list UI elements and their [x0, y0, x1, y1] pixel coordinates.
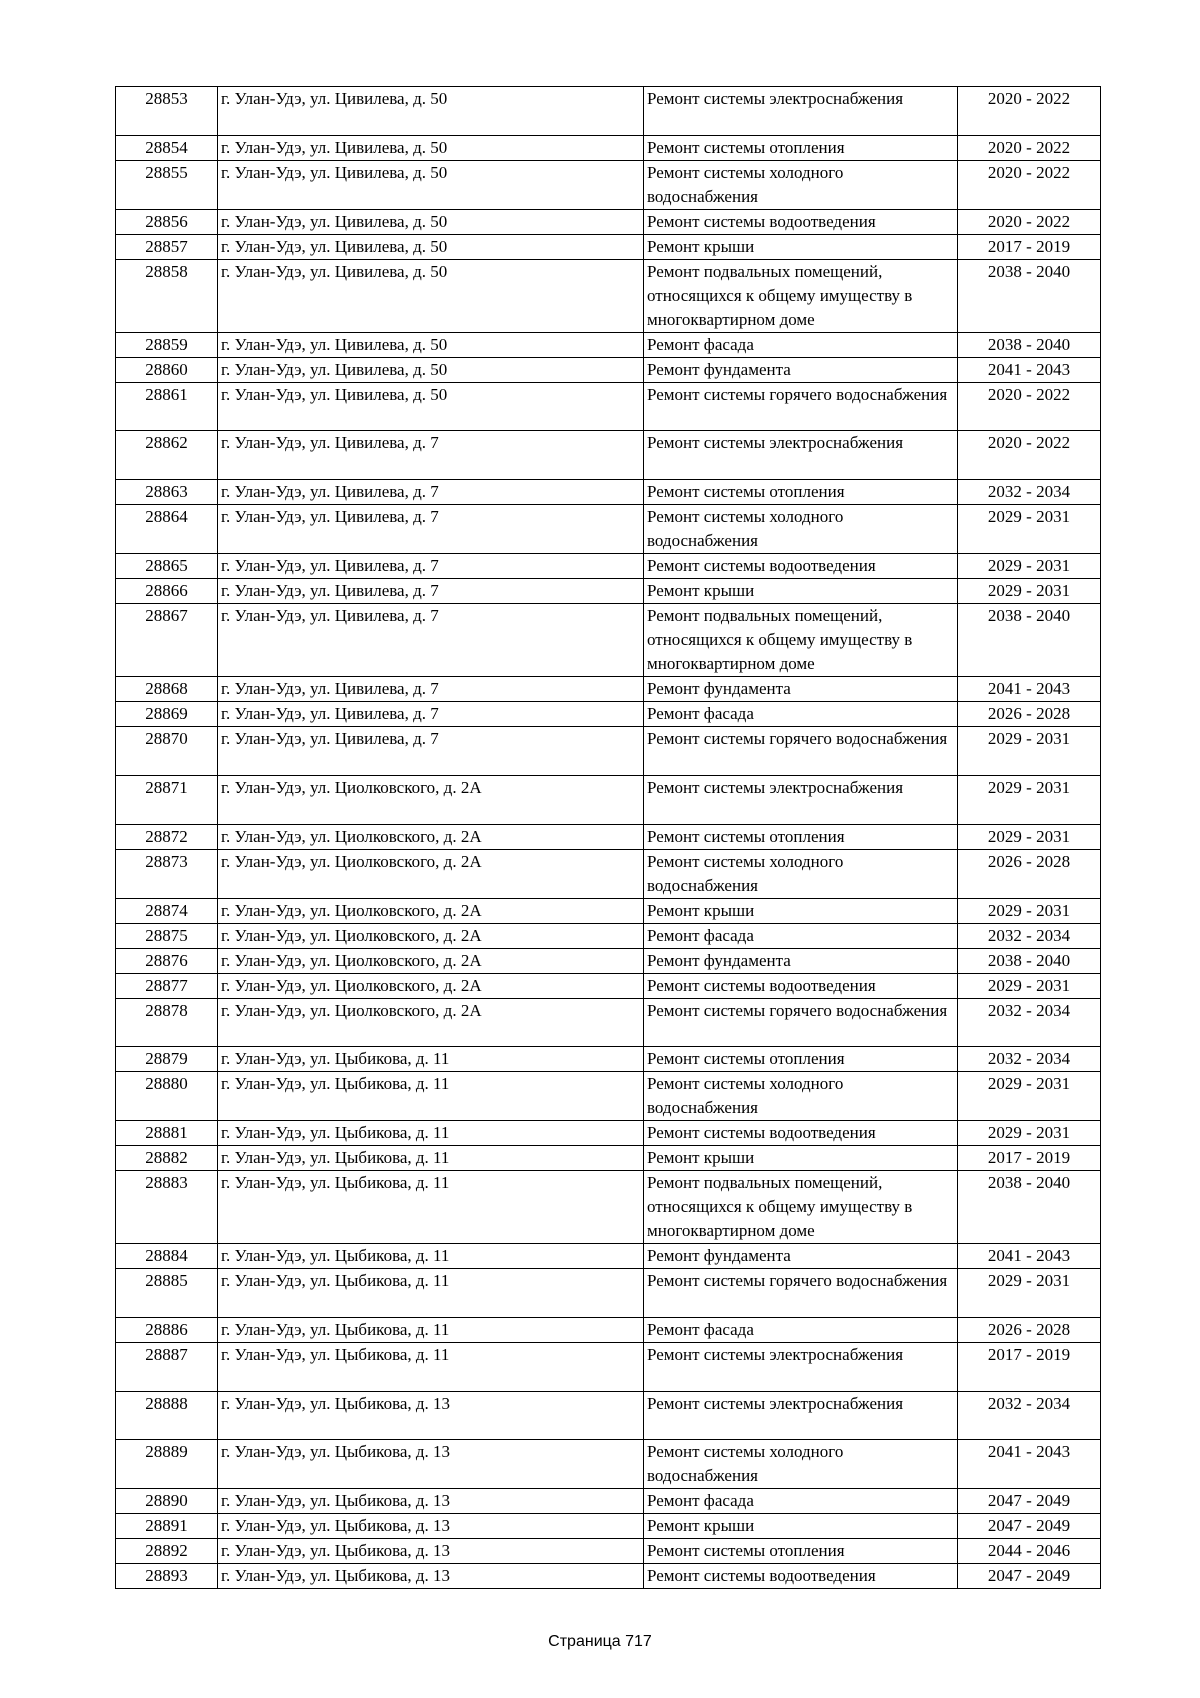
row-number-cell: 28855: [116, 160, 218, 209]
table-row: [116, 1440, 1101, 1489]
address-cell: г. Улан-Удэ, ул. Циолковского, д. 2А: [218, 824, 644, 849]
row-number-cell: 28879: [116, 1047, 218, 1072]
row-number-cell: 28857: [116, 234, 218, 259]
address-cell: г. Улан-Удэ, ул. Цивилева, д. 7: [218, 554, 644, 579]
work-type-cell: Ремонт фасада: [644, 1489, 958, 1514]
row-number-cell: 28884: [116, 1244, 218, 1269]
row-number-cell: 28892: [116, 1539, 218, 1564]
work-type-cell: Ремонт системы горячего водоснабжения: [644, 998, 958, 1047]
work-type-cell: Ремонт системы водоотведения: [644, 973, 958, 998]
work-type-cell: Ремонт фундамента: [644, 677, 958, 702]
period-cell: 2041 - 2043: [958, 357, 1101, 382]
address-cell: г. Улан-Удэ, ул. Циолковского, д. 2А: [218, 775, 644, 824]
period-cell: 2029 - 2031: [958, 727, 1101, 776]
table-row: [116, 382, 1101, 431]
table-row: [116, 998, 1101, 1047]
address-cell: г. Улан-Удэ, ул. Цыбикова, д. 13: [218, 1440, 644, 1489]
address-cell: г. Улан-Удэ, ул. Цивилева, д. 7: [218, 480, 644, 505]
table-row: [116, 431, 1101, 480]
period-cell: 2047 - 2049: [958, 1514, 1101, 1539]
address-cell: г. Улан-Удэ, ул. Цыбикова, д. 13: [218, 1391, 644, 1440]
row-number-cell: 28886: [116, 1317, 218, 1342]
work-type-cell: Ремонт системы электроснабжения: [644, 431, 958, 480]
work-type-cell: Ремонт фундамента: [644, 1244, 958, 1269]
address-cell: г. Улан-Удэ, ул. Цивилева, д. 7: [218, 505, 644, 554]
period-cell: 2026 - 2028: [958, 702, 1101, 727]
table-row: [116, 579, 1101, 604]
work-type-cell: Ремонт крыши: [644, 898, 958, 923]
row-number-cell: 28867: [116, 604, 218, 677]
row-number-cell: 28878: [116, 998, 218, 1047]
address-cell: г. Улан-Удэ, ул. Цыбикова, д. 11: [218, 1317, 644, 1342]
address-cell: г. Улан-Удэ, ул. Цыбикова, д. 11: [218, 1342, 644, 1391]
row-number-cell: 28876: [116, 948, 218, 973]
work-type-cell: Ремонт системы отопления: [644, 824, 958, 849]
period-cell: 2029 - 2031: [958, 579, 1101, 604]
row-number-cell: 28863: [116, 480, 218, 505]
work-type-cell: Ремонт крыши: [644, 1146, 958, 1171]
address-cell: г. Улан-Удэ, ул. Циолковского, д. 2А: [218, 849, 644, 898]
table-row: [116, 1342, 1101, 1391]
table-row: [116, 1539, 1101, 1564]
period-cell: 2020 - 2022: [958, 160, 1101, 209]
row-number-cell: 28873: [116, 849, 218, 898]
table-row: [116, 357, 1101, 382]
period-cell: 2029 - 2031: [958, 775, 1101, 824]
address-cell: г. Улан-Удэ, ул. Циолковского, д. 2А: [218, 998, 644, 1047]
work-type-cell: Ремонт фундамента: [644, 357, 958, 382]
work-type-cell: Ремонт фасада: [644, 923, 958, 948]
row-number-cell: 28859: [116, 332, 218, 357]
work-type-cell: Ремонт подвальных помещений, относящихся к общему имуществу в многоквартирном доме: [644, 259, 958, 332]
table-row: [116, 702, 1101, 727]
period-cell: 2032 - 2034: [958, 998, 1101, 1047]
work-type-cell: Ремонт системы отопления: [644, 135, 958, 160]
table-row: [116, 259, 1101, 332]
work-type-cell: Ремонт системы электроснабжения: [644, 1391, 958, 1440]
address-cell: г. Улан-Удэ, ул. Цыбикова, д. 11: [218, 1121, 644, 1146]
period-cell: 2032 - 2034: [958, 480, 1101, 505]
work-type-cell: Ремонт системы холодного водоснабжения: [644, 849, 958, 898]
work-type-cell: Ремонт системы горячего водоснабжения: [644, 382, 958, 431]
address-cell: г. Улан-Удэ, ул. Цыбикова, д. 11: [218, 1269, 644, 1318]
address-cell: г. Улан-Удэ, ул. Цивилева, д. 50: [218, 332, 644, 357]
table-row: [116, 1489, 1101, 1514]
row-number-cell: 28862: [116, 431, 218, 480]
period-cell: 2041 - 2043: [958, 1440, 1101, 1489]
works-table: [115, 86, 1101, 1589]
table-row: [116, 1391, 1101, 1440]
period-cell: 2020 - 2022: [958, 382, 1101, 431]
address-cell: г. Улан-Удэ, ул. Циолковского, д. 2А: [218, 973, 644, 998]
row-number-cell: 28860: [116, 357, 218, 382]
work-type-cell: Ремонт фасада: [644, 1317, 958, 1342]
row-number-cell: 28872: [116, 824, 218, 849]
period-cell: 2017 - 2019: [958, 1342, 1101, 1391]
table-row: [116, 727, 1101, 776]
table-row: [116, 824, 1101, 849]
table-row: [116, 1072, 1101, 1121]
period-cell: 2017 - 2019: [958, 1146, 1101, 1171]
work-type-cell: Ремонт системы водоотведения: [644, 554, 958, 579]
table-row: [116, 948, 1101, 973]
period-cell: 2038 - 2040: [958, 1171, 1101, 1244]
table-row: [116, 973, 1101, 998]
period-cell: 2044 - 2046: [958, 1539, 1101, 1564]
table-row: [116, 332, 1101, 357]
address-cell: г. Улан-Удэ, ул. Цыбикова, д. 11: [218, 1171, 644, 1244]
period-cell: 2026 - 2028: [958, 849, 1101, 898]
work-type-cell: Ремонт системы отопления: [644, 480, 958, 505]
row-number-cell: 28885: [116, 1269, 218, 1318]
period-cell: 2047 - 2049: [958, 1564, 1101, 1589]
address-cell: г. Улан-Удэ, ул. Цыбикова, д. 13: [218, 1564, 644, 1589]
work-type-cell: Ремонт системы водоотведения: [644, 1564, 958, 1589]
work-type-cell: Ремонт системы водоотведения: [644, 1121, 958, 1146]
row-number-cell: 28882: [116, 1146, 218, 1171]
address-cell: г. Улан-Удэ, ул. Цивилева, д. 7: [218, 579, 644, 604]
row-number-cell: 28875: [116, 923, 218, 948]
period-cell: 2020 - 2022: [958, 209, 1101, 234]
address-cell: г. Улан-Удэ, ул. Цивилева, д. 50: [218, 87, 644, 136]
work-type-cell: Ремонт фасада: [644, 332, 958, 357]
period-cell: 2026 - 2028: [958, 1317, 1101, 1342]
row-number-cell: 28866: [116, 579, 218, 604]
address-cell: г. Улан-Удэ, ул. Цыбикова, д. 13: [218, 1514, 644, 1539]
work-type-cell: Ремонт системы холодного водоснабжения: [644, 160, 958, 209]
row-number-cell: 28858: [116, 259, 218, 332]
work-type-cell: Ремонт фасада: [644, 702, 958, 727]
row-number-cell: 28881: [116, 1121, 218, 1146]
address-cell: г. Улан-Удэ, ул. Цивилева, д. 50: [218, 382, 644, 431]
work-type-cell: Ремонт крыши: [644, 1514, 958, 1539]
table-row: [116, 209, 1101, 234]
row-number-cell: 28861: [116, 382, 218, 431]
table-row: [116, 505, 1101, 554]
period-cell: 2038 - 2040: [958, 332, 1101, 357]
work-type-cell: Ремонт системы электроснабжения: [644, 1342, 958, 1391]
period-cell: 2038 - 2040: [958, 259, 1101, 332]
table-row: [116, 604, 1101, 677]
address-cell: г. Улан-Удэ, ул. Цыбикова, д. 11: [218, 1072, 644, 1121]
address-cell: г. Улан-Удэ, ул. Цивилева, д. 50: [218, 135, 644, 160]
period-cell: 2041 - 2043: [958, 1244, 1101, 1269]
row-number-cell: 28869: [116, 702, 218, 727]
work-type-cell: Ремонт системы отопления: [644, 1047, 958, 1072]
address-cell: г. Улан-Удэ, ул. Цыбикова, д. 13: [218, 1539, 644, 1564]
table-row: [116, 480, 1101, 505]
table-row: [116, 1047, 1101, 1072]
table-row: [116, 775, 1101, 824]
period-cell: 2029 - 2031: [958, 1072, 1101, 1121]
period-cell: 2029 - 2031: [958, 554, 1101, 579]
period-cell: 2029 - 2031: [958, 973, 1101, 998]
address-cell: г. Улан-Удэ, ул. Цыбикова, д. 11: [218, 1146, 644, 1171]
address-cell: г. Улан-Удэ, ул. Цивилева, д. 7: [218, 677, 644, 702]
row-number-cell: 28856: [116, 209, 218, 234]
row-number-cell: 28889: [116, 1440, 218, 1489]
address-cell: г. Улан-Удэ, ул. Цивилева, д. 7: [218, 702, 644, 727]
address-cell: г. Улан-Удэ, ул. Цыбикова, д. 13: [218, 1489, 644, 1514]
work-type-cell: Ремонт подвальных помещений, относящихся к общему имуществу в многоквартирном доме: [644, 604, 958, 677]
address-cell: г. Улан-Удэ, ул. Цыбикова, д. 11: [218, 1047, 644, 1072]
row-number-cell: 28877: [116, 973, 218, 998]
work-type-cell: Ремонт системы холодного водоснабжения: [644, 1440, 958, 1489]
address-cell: г. Улан-Удэ, ул. Цивилева, д. 50: [218, 234, 644, 259]
table-row: [116, 677, 1101, 702]
work-type-cell: Ремонт системы горячего водоснабжения: [644, 1269, 958, 1318]
works-table-body: [116, 87, 1101, 1589]
period-cell: 2029 - 2031: [958, 505, 1101, 554]
table-row: [116, 1269, 1101, 1318]
row-number-cell: 28874: [116, 898, 218, 923]
table-row: [116, 160, 1101, 209]
work-type-cell: Ремонт системы электроснабжения: [644, 775, 958, 824]
period-cell: 2029 - 2031: [958, 1121, 1101, 1146]
address-cell: г. Улан-Удэ, ул. Циолковского, д. 2А: [218, 923, 644, 948]
table-row: [116, 87, 1101, 136]
row-number-cell: 28883: [116, 1171, 218, 1244]
address-cell: г. Улан-Удэ, ул. Цивилева, д. 7: [218, 727, 644, 776]
table-row: [116, 234, 1101, 259]
row-number-cell: 28853: [116, 87, 218, 136]
address-cell: г. Улан-Удэ, ул. Цивилева, д. 50: [218, 160, 644, 209]
address-cell: г. Улан-Удэ, ул. Цыбикова, д. 11: [218, 1244, 644, 1269]
work-type-cell: Ремонт фундамента: [644, 948, 958, 973]
row-number-cell: 28891: [116, 1514, 218, 1539]
table-row: [116, 135, 1101, 160]
address-cell: г. Улан-Удэ, ул. Цивилева, д. 50: [218, 259, 644, 332]
work-type-cell: Ремонт системы горячего водоснабжения: [644, 727, 958, 776]
period-cell: 2017 - 2019: [958, 234, 1101, 259]
period-cell: 2041 - 2043: [958, 677, 1101, 702]
work-type-cell: Ремонт системы водоотведения: [644, 209, 958, 234]
row-number-cell: 28868: [116, 677, 218, 702]
table-row: [116, 554, 1101, 579]
table-row: [116, 898, 1101, 923]
address-cell: г. Улан-Удэ, ул. Циолковского, д. 2А: [218, 898, 644, 923]
table-row: [116, 1244, 1101, 1269]
row-number-cell: 28893: [116, 1564, 218, 1589]
period-cell: 2038 - 2040: [958, 604, 1101, 677]
work-type-cell: Ремонт системы холодного водоснабжения: [644, 1072, 958, 1121]
row-number-cell: 28888: [116, 1391, 218, 1440]
work-type-cell: Ремонт крыши: [644, 579, 958, 604]
page-number: Страница 717: [548, 1633, 652, 1650]
row-number-cell: 28880: [116, 1072, 218, 1121]
work-type-cell: Ремонт подвальных помещений, относящихся к общему имуществу в многоквартирном доме: [644, 1171, 958, 1244]
table-row: [116, 1121, 1101, 1146]
row-number-cell: 28887: [116, 1342, 218, 1391]
work-type-cell: Ремонт системы холодного водоснабжения: [644, 505, 958, 554]
work-type-cell: Ремонт крыши: [644, 234, 958, 259]
row-number-cell: 28854: [116, 135, 218, 160]
table-row: [116, 1317, 1101, 1342]
address-cell: г. Улан-Удэ, ул. Цивилева, д. 50: [218, 209, 644, 234]
table-row: [116, 1564, 1101, 1589]
row-number-cell: 28890: [116, 1489, 218, 1514]
address-cell: г. Улан-Удэ, ул. Цивилева, д. 7: [218, 604, 644, 677]
address-cell: г. Улан-Удэ, ул. Цивилева, д. 50: [218, 357, 644, 382]
table-row: [116, 1146, 1101, 1171]
period-cell: 2032 - 2034: [958, 1047, 1101, 1072]
row-number-cell: 28871: [116, 775, 218, 824]
period-cell: 2029 - 2031: [958, 898, 1101, 923]
period-cell: 2020 - 2022: [958, 135, 1101, 160]
work-type-cell: Ремонт системы отопления: [644, 1539, 958, 1564]
period-cell: 2020 - 2022: [958, 87, 1101, 136]
row-number-cell: 28865: [116, 554, 218, 579]
period-cell: 2029 - 2031: [958, 824, 1101, 849]
table-row: [116, 849, 1101, 898]
table-row: [116, 1514, 1101, 1539]
period-cell: 2047 - 2049: [958, 1489, 1101, 1514]
period-cell: 2020 - 2022: [958, 431, 1101, 480]
period-cell: 2032 - 2034: [958, 923, 1101, 948]
row-number-cell: 28870: [116, 727, 218, 776]
period-cell: 2032 - 2034: [958, 1391, 1101, 1440]
work-type-cell: Ремонт системы электроснабжения: [644, 87, 958, 136]
period-cell: 2029 - 2031: [958, 1269, 1101, 1318]
address-cell: г. Улан-Удэ, ул. Цивилева, д. 7: [218, 431, 644, 480]
table-row: [116, 923, 1101, 948]
address-cell: г. Улан-Удэ, ул. Циолковского, д. 2А: [218, 948, 644, 973]
period-cell: 2038 - 2040: [958, 948, 1101, 973]
table-row: [116, 1171, 1101, 1244]
row-number-cell: 28864: [116, 505, 218, 554]
